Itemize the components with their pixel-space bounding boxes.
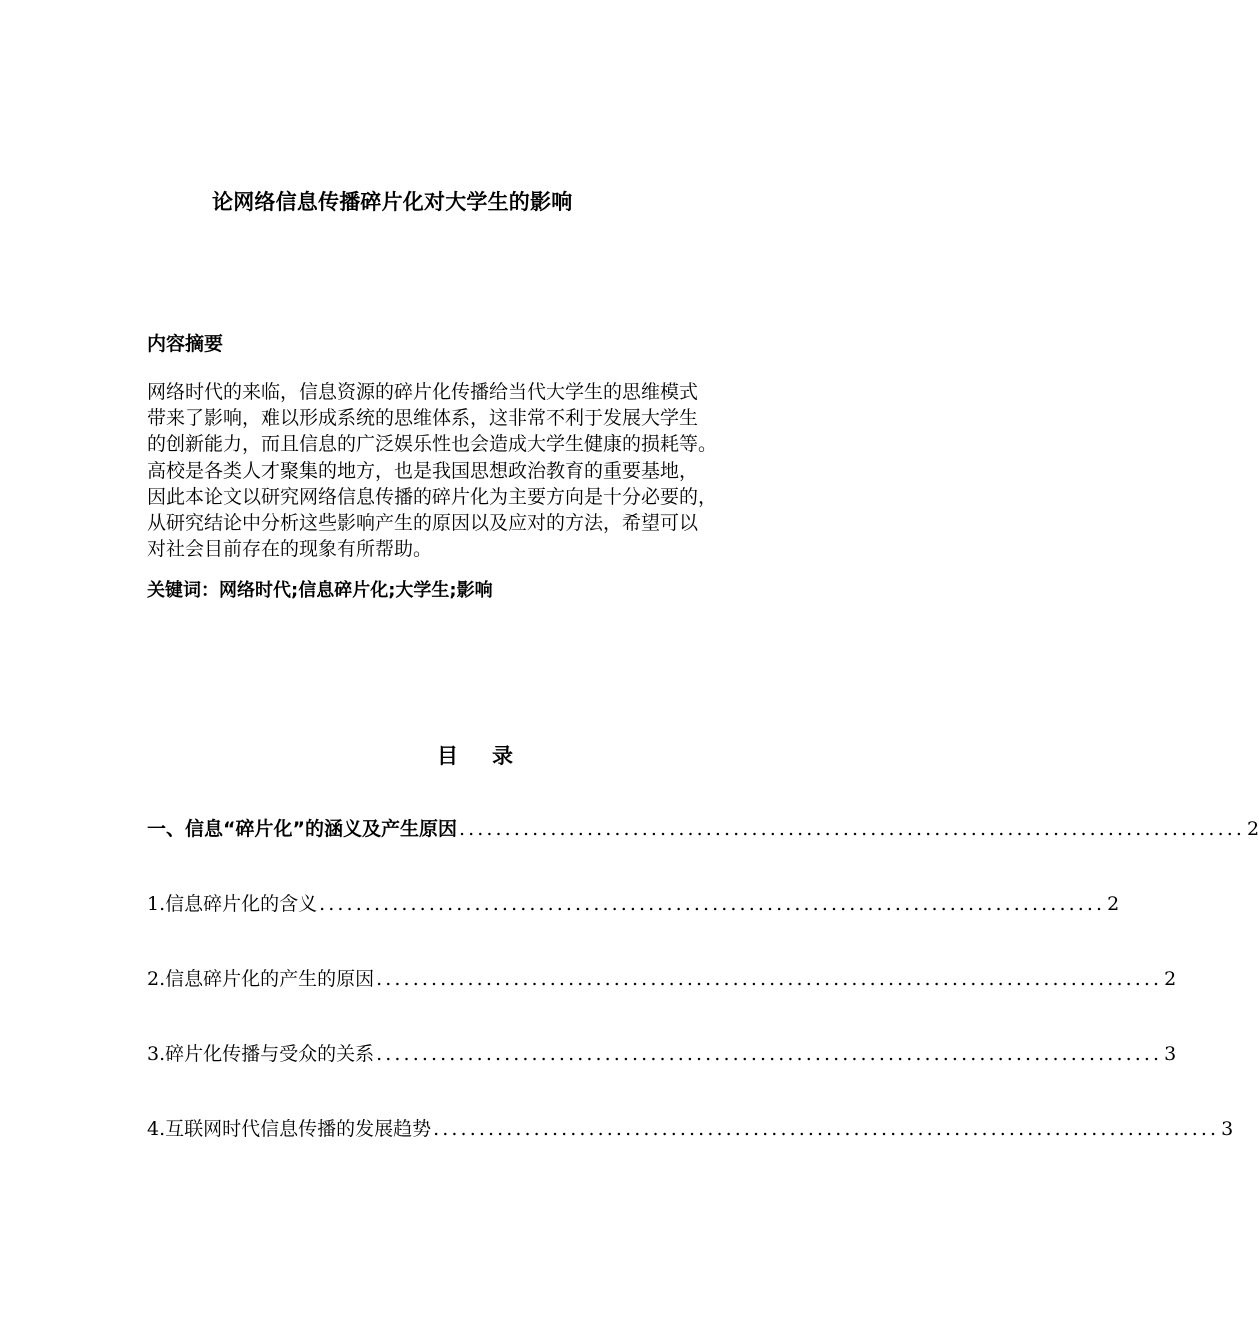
abstract-line: 因此本论文以研究网络信息传播的碎片化为主要方向是十分必要的， — [147, 485, 718, 508]
toc-entry[interactable] — [147, 964, 1177, 1039]
toc-page-number: 3 — [1221, 1118, 1234, 1140]
toc-page-number: 2 — [1247, 818, 1259, 840]
document-title: 论网络信息传播碎片化对大学生的影响 — [212, 190, 573, 214]
toc-entry-text: 一、信息“碎片化”的涵义及产生原因 — [147, 818, 457, 840]
keywords-line: 关键词：网络时代;信息碎片化;大学生;影响 — [147, 580, 493, 601]
toc-dot-leader: ...................................................................................... — [376, 1043, 1163, 1065]
toc-entry-text: 2.信息碎片化的产生的原因 — [147, 968, 375, 990]
abstract-line: 对社会目前存在的现象有所帮助。 — [147, 538, 433, 561]
toc-entry[interactable] — [147, 814, 1259, 889]
abstract-line: 带来了影响，难以形成系统的思维体系，这非常不利于发展大学生 — [147, 407, 699, 430]
toc-dot-leader: ...................................................................................... — [433, 1118, 1220, 1140]
toc-entry-text: 4.互联网时代信息传播的发展趋势 — [147, 1118, 432, 1140]
abstract-body — [147, 379, 819, 562]
toc-entry[interactable] — [147, 889, 1120, 964]
abstract-line: 高校是各类人才聚集的地方，也是我国思想政治教育的重要基地， — [147, 459, 699, 482]
toc-dot-leader: ...................................................................................... — [458, 818, 1245, 840]
abstract-line: 的创新能力，而且信息的广泛娱乐性也会造成大学生健康的损耗等。 — [147, 433, 718, 456]
toc-page-number: 2 — [1164, 968, 1177, 990]
toc-entry-text: 3.碎片化传播与受众的关系 — [147, 1043, 375, 1065]
toc-heading: 目录 — [437, 744, 547, 768]
toc-page-number: 3 — [1164, 1043, 1177, 1065]
toc-dot-leader: ...................................................................................... — [376, 968, 1163, 990]
abstract-line: 网络时代的来临，信息资源的碎片化传播给当代大学生的思维模式 — [147, 381, 699, 403]
toc-list — [147, 814, 1259, 1189]
abstract-line: 从研究结论中分析这些影响产生的原因以及应对的方法，希望可以 — [147, 511, 699, 534]
abstract-heading: 内容摘要 — [147, 333, 224, 355]
toc-entry[interactable] — [147, 1114, 1234, 1189]
toc-dot-leader: ...................................................................................... — [319, 893, 1106, 915]
toc-entry-text: 1.信息碎片化的含义 — [147, 893, 318, 915]
toc-page-number: 2 — [1107, 893, 1120, 915]
toc-entry[interactable] — [147, 1039, 1177, 1114]
